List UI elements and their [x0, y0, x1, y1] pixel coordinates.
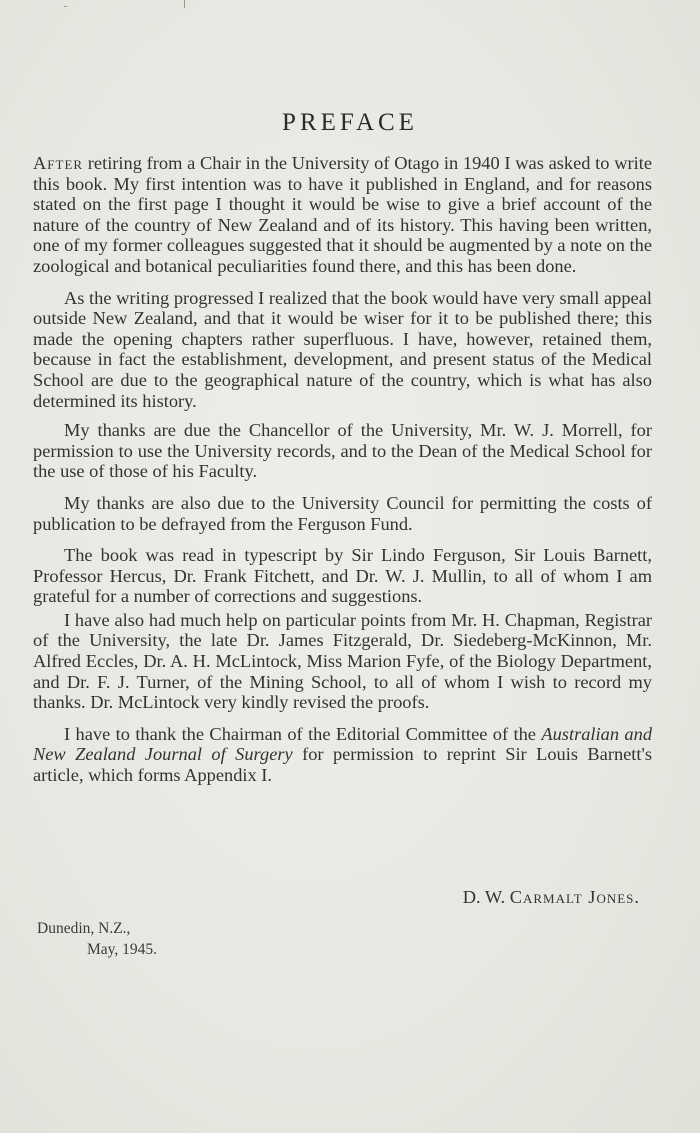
author-initials: D. W. — [462, 887, 510, 907]
author-signature — [463, 887, 640, 908]
paragraph-1 — [33, 153, 652, 277]
paragraph-7-pre: I have to thank the Chairman of the Editorial Committee of the — [64, 723, 542, 744]
paragraph-5: The book was read in typescript by Sir Lindo Ferguson, Sir Louis Barnett, Professor Hercus, Dr. Frank Fitchett, and Dr. W. J. Mullin, to all of whom I am grateful for a number of corrections and suggestions. — [33, 545, 652, 607]
preface-body — [33, 153, 652, 797]
place-and-date — [37, 918, 157, 960]
journal-title: Australian and New Zealand Journal of Surgery — [33, 723, 653, 765]
paragraph-1-lead: After — [33, 153, 84, 173]
page-title: PREFACE — [282, 109, 418, 136]
author-surname: Carmalt Jones. — [509, 887, 640, 907]
paragraph-2: As the writing progressed I realized that the book would have very small appeal outside New Zealand, and that it would be wiser for it to be published there; this made the opening chapters rather superfluous. I have, however, retained them, because in fact the establishment, development, and present status of the Medical School are due to the geographical nature of the country, which is what has also determined its history. — [33, 287, 652, 411]
print-speck — [64, 6, 67, 7]
date-line: May, 1945. — [87, 941, 158, 958]
paragraph-4: My thanks are also due to the University Council for permitting the costs of publication to be defrayed from the Ferguson Fund. — [33, 492, 652, 534]
paragraph-7-post: for permission to reprint Sir Louis Barnett's article, which forms Appendix I. — [33, 744, 652, 786]
place-line: Dunedin, N.Z., — [37, 920, 131, 937]
paragraph-6: I have also had much help on particular points from Mr. H. Chapman, Registrar of the University, the late Dr. James Fitzgerald, Dr. Siedeberg-McKinnon, Mr. Alfred Eccles, Dr. A. H. McLintock, Miss Marion Fyfe, of the Biology Department, and Dr. F. J. Turner, of the Mining School, to all of whom I wish to record my thanks. Dr. McLintock very kindly revised the proofs. — [33, 609, 652, 713]
print-speck — [184, 0, 185, 8]
paragraph-1-text: retiring from a Chair in the University of Otago in 1940 I was asked to write this book. My first intention was to have it published in England, and for reasons stated on the first page I thought it would be wise to give a brief account of the nature of the country of New Zealand and of its history. This having been written, one of my former colleagues suggested that it should be augmented by a note on the zoological and botanical peculiarities found there, and this has been done. — [33, 153, 652, 276]
paragraph-7 — [33, 724, 652, 786]
paragraph-3: My thanks are due the Chancellor of the University, Mr. W. J. Morrell, for permission to use the University records, and to the Dean of the Medical School for the use of those of his Faculty. — [33, 420, 652, 482]
